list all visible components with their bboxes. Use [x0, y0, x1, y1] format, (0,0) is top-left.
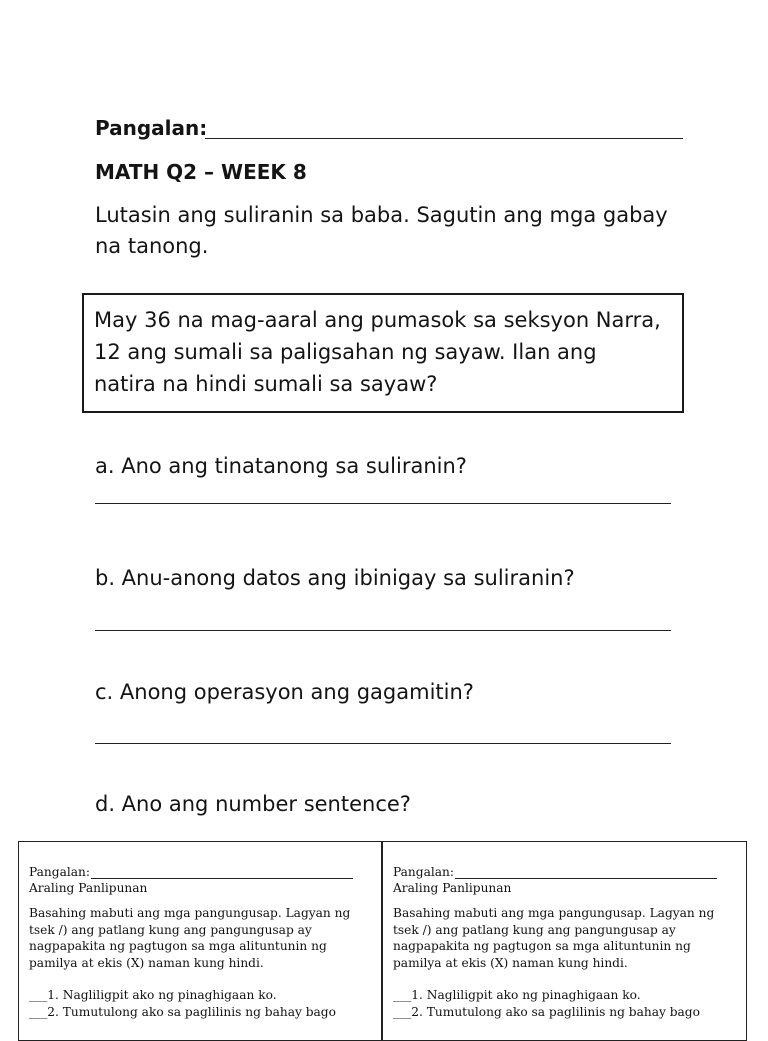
- question-a: a. Ano ang tinatanong sa suliranin?: [95, 454, 467, 478]
- answer-line-a: [95, 503, 671, 504]
- card-name-label: Pangalan:: [393, 865, 454, 879]
- card-instruction: Basahing mabuti ang mga pangungusap. Lagyan ng tsek /) ang patlang kung ang pangungusap ay nagpapakita ng pagtugon sa mga alituntunin ng pamilya at ekis (X) naman kung hindi.: [393, 906, 715, 970]
- card-name-line: [91, 878, 353, 879]
- card-subject: Araling Panlipunan: [393, 881, 512, 895]
- question-d: d. Ano ang number sentence?: [95, 792, 411, 816]
- word-problem-line: 12 ang sumali sa paligsahan ng sayaw. Ilan ang: [94, 340, 597, 364]
- worksheet-title: MATH Q2 – WEEK 8: [95, 160, 307, 184]
- word-problem-line: natira na hindi sumali sa sayaw?: [94, 372, 438, 396]
- question-b: b. Anu-anong datos ang ibinigay sa suliranin?: [95, 566, 575, 590]
- answer-line-c: [95, 743, 671, 744]
- card-item: ___2. Tumutulong ako sa paglilinis ng bahay bago: [29, 1004, 336, 1019]
- card-subject: Araling Panlipunan: [29, 881, 148, 895]
- card-items: [393, 987, 743, 1020]
- name-blank-line: [205, 138, 683, 139]
- question-c: c. Anong operasyon ang gagamitin?: [95, 680, 474, 704]
- card-item: ___2. Tumutulong ako sa paglilinis ng bahay bago: [393, 1004, 700, 1019]
- card-name-label: Pangalan:: [29, 865, 90, 879]
- worksheet-card-right: [382, 841, 747, 1041]
- worksheet-card-left: [18, 841, 382, 1041]
- word-problem-text: [94, 304, 704, 400]
- card-instruction: Basahing mabuti ang mga pangungusap. Lagyan ng tsek /) ang patlang kung ang pangungusap ay nagpapakita ng pagtugon sa mga alituntunin ng pamilya at ekis (X) naman kung hindi.: [29, 906, 351, 970]
- card-items: [29, 987, 379, 1020]
- card-name-line: [455, 878, 717, 879]
- worksheet-instruction: Lutasin ang suliranin sa baba. Sagutin ang mga gabay na tanong.: [95, 203, 668, 258]
- card-item: ___1. Nagliligpit ako ng pinaghigaan ko.: [29, 988, 277, 1002]
- answer-line-b: [95, 630, 671, 631]
- name-label: Pangalan:: [95, 116, 208, 140]
- card-item: ___1. Nagliligpit ako ng pinaghigaan ko.: [393, 988, 641, 1002]
- word-problem-line: May 36 na mag-aaral ang pumasok sa seksyon Narra,: [94, 308, 661, 332]
